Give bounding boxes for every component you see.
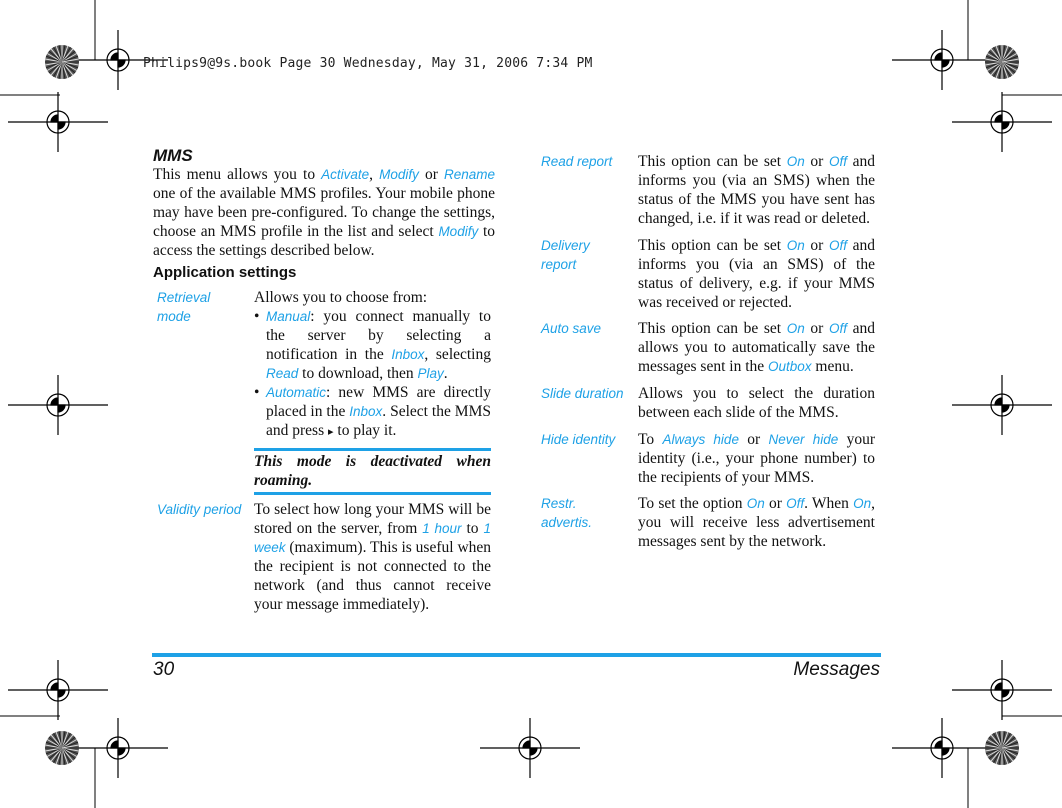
registration-mark-icon (8, 660, 108, 720)
label-read-report: Read report (541, 154, 613, 169)
print-header: Philips9@9s.book Page 30 Wednesday, May 31, 2006 7:34 PM (143, 56, 593, 71)
label-auto-save: Auto save (541, 321, 602, 336)
registration-mark-icon (952, 375, 1052, 435)
label-delivery-report: Delivery report (541, 238, 590, 272)
registration-mark-icon (8, 375, 108, 435)
registration-mark-icon (892, 718, 992, 778)
desc-restr-advertis: To set the option On or Off. When On, you will receive less advertisement messages sent by the network. (638, 495, 875, 550)
page-number: 30 (153, 659, 175, 680)
subtitle-application-settings: Application settings (153, 264, 297, 281)
label-validity-period: Validity period (157, 502, 242, 517)
desc-hide-identity: To Always hide or Never hide your identity (i.e., your phone number) to the recipients of your MMS. (638, 431, 875, 486)
label-slide-duration: Slide duration (541, 386, 624, 401)
registration-mark-icon (68, 718, 168, 778)
right-arrow-icon: ▸ (328, 426, 334, 438)
footer-section-name: Messages (793, 659, 880, 680)
section-title: MMS (153, 146, 193, 165)
desc-validity-period: To select how long your MMS will be stored on the server, from 1 hour to 1 week (maximum). This is useful when the recipient is not connected to the network (and thus cannot receive your message immediately). (254, 501, 492, 613)
desc-read-report: This option can be set On or Off and informs you (via an SMS) when the status of the MMS you have sent has changed, i.e. if it was read or deleted. (638, 153, 875, 227)
registration-mark-icon (480, 718, 580, 778)
registration-mark-icon (952, 660, 1052, 720)
intro-paragraph: This menu allows you to Activate, Modify or Rename one of the available MMS profiles. Your mobile phone may have been pre-configured. To change the settings, choose an MMS profile in the list and select Modify to access the settings described below. (153, 166, 495, 259)
desc-slide-duration: Allows you to select the duration between each slide of the MMS. (638, 385, 875, 421)
keyword-modify-2: Modify (438, 224, 479, 239)
registration-mark-icon (892, 30, 992, 90)
starburst-mark-icon (985, 45, 1019, 79)
starburst-mark-icon (45, 731, 79, 765)
bullet-automatic: • Automatic: new MMS are directly placed in the Inbox. Select the MMS and press ▸ to play it. (254, 384, 491, 439)
left-column (153, 146, 495, 282)
keyword-activate: Activate (321, 167, 370, 182)
footer-rule (152, 653, 881, 657)
starburst-mark-icon (45, 45, 79, 79)
bullet-manual: • Manual: you connect manually to the server by selecting a notification in the Inbox, selecting Read to download, then Play. (254, 308, 491, 382)
label-restr-advertis: Restr. advertis. (541, 496, 593, 530)
starburst-mark-icon (985, 731, 1019, 765)
desc-retrieval-mode (254, 288, 491, 495)
keyword-rename: Rename (443, 167, 495, 182)
label-retrieval-mode: Retrieval mode (157, 290, 211, 324)
desc-auto-save: This option can be set On or Off and allows you to automatically save the messages sent in the Outbox menu. (638, 320, 875, 375)
keyword-modify: Modify (379, 167, 419, 182)
label-hide-identity: Hide identity (541, 432, 616, 447)
registration-mark-icon (8, 92, 108, 152)
desc-delivery-report: This option can be set On or Off and informs you (via an SMS) of the status of delivery, e.g. if your MMS was received or rejected. (638, 237, 875, 311)
registration-mark-icon (952, 92, 1052, 152)
retrieval-intro: Allows you to choose from: (254, 289, 428, 306)
roaming-note: This mode is deactivated when roaming. (254, 448, 491, 495)
